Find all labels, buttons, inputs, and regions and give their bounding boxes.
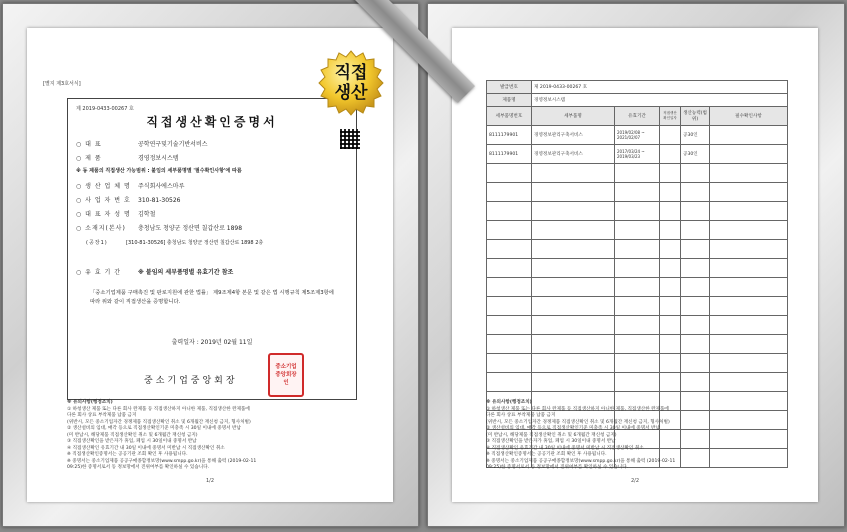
table-cell-empty — [710, 316, 788, 335]
table-cell: 2019/02/08 ~ 2021/02/07 — [615, 126, 660, 145]
table-cell-empty — [487, 316, 532, 335]
table-cell: 8111179901 — [487, 126, 532, 145]
table-row-empty — [487, 202, 788, 221]
table-cell-empty — [660, 202, 681, 221]
certificate-page-2 — [452, 28, 818, 502]
table-head-value: 제 2019-0433-00267 호 — [532, 81, 788, 94]
note-line: ③ 직접생산확인을 받은자가 휴업, 폐업 시 30일이내 중명서 반납 — [67, 439, 197, 444]
table-cell: 공30인 — [681, 126, 710, 145]
table-cell: 공30인 — [681, 145, 710, 164]
table-cell-empty — [681, 202, 710, 221]
certificate-number: 제 2019-0433-00267 호 — [76, 106, 134, 112]
table-cell-empty — [532, 259, 615, 278]
row-category: ○ 대 표 공학연구및기술기반서비스 — [76, 141, 208, 148]
table-head-label: 발급번호 — [487, 81, 532, 94]
right-frame — [427, 3, 845, 527]
issue-date: 출력일자 : 2019년 02월 11일 — [171, 339, 253, 346]
table-cell-empty — [532, 335, 615, 354]
note-line: 09:25)한 증명서로서 동 정보망에서 진위여부를 확인하실 수 있습니다. — [486, 465, 629, 470]
table-cell-empty — [660, 183, 681, 202]
table-cell-empty — [660, 316, 681, 335]
table-cell-empty — [615, 354, 660, 373]
table-cell-empty — [681, 335, 710, 354]
table-cell-empty — [532, 278, 615, 297]
table-cell-empty — [681, 354, 710, 373]
table-cell-empty — [487, 221, 532, 240]
table-cell-empty — [532, 240, 615, 259]
note-line: ※ 유의사항(행정조치) — [486, 400, 532, 405]
table-cell-empty — [615, 202, 660, 221]
note-line: (위반시, 모든 중소기업자간 경쟁제품 직접생산확인 취소 및 6개월간 재신청 금지, 형사처벌) — [486, 419, 670, 425]
table-row — [487, 81, 788, 94]
table-cell-empty — [532, 183, 615, 202]
table-row-empty — [487, 221, 788, 240]
table-cell-empty — [487, 164, 532, 183]
table-cell-empty — [660, 164, 681, 183]
table-cell-empty — [615, 221, 660, 240]
table-cell — [660, 145, 681, 164]
note-line: 다른 회사 상표 부착제품 납품 금지 — [486, 413, 556, 418]
legal-statement: 「중소기업제품 구매촉진 및 판로지원에 관한 법률」 제9조제4항 본문 및 같은 법 시행규칙 제5조제3항에 따라 위와 같이 직접생산을 증명합니다. — [90, 290, 334, 305]
table-row-empty — [487, 373, 788, 392]
table-row-empty — [487, 297, 788, 316]
note-line: ④ 직접생산확인 유효기간 내 30일 이내에 중명서 미반납 시 직접생산확인 취소 — [67, 445, 225, 451]
column-header: 생산능력(범위) — [681, 107, 710, 126]
table-cell-empty — [487, 297, 532, 316]
official-seal — [268, 353, 304, 397]
table-row-empty — [487, 278, 788, 297]
certificate-title: 직접생산확인증명서 — [146, 115, 278, 129]
issuer-name: 중소기업중앙회장 — [144, 376, 238, 386]
table-cell-empty — [660, 354, 681, 373]
table-row — [487, 94, 788, 107]
table-head-label: 제품명 — [487, 94, 532, 107]
table-cell-empty — [487, 278, 532, 297]
table-cell-empty — [487, 335, 532, 354]
table-cell-empty — [615, 240, 660, 259]
table-cell-empty — [710, 354, 788, 373]
badge-label — [335, 63, 368, 103]
form-number: [별지 제3호서식] — [43, 81, 81, 87]
table-cell-empty — [681, 221, 710, 240]
table-cell-empty — [615, 278, 660, 297]
note-line: ② 생산설비의 임대, 매각 등으로 직접생산확인기준 미충족 시 30일 이내에 중명서 반납 — [486, 426, 660, 431]
note-line: (미 반납시, 해당제품 직접생산확인 취소 및 6개월간 재신청 금지) — [67, 432, 198, 438]
note-line: (미 반납시, 해당제품 직접생산확인 취소 및 6개월간 재신청 금지) — [486, 432, 617, 438]
table-row-empty — [487, 316, 788, 335]
table-cell — [710, 145, 788, 164]
row-business-number: ○ 사 업 자 번 호 310-81-30526 — [76, 197, 181, 204]
table-cell-empty — [487, 354, 532, 373]
table-cell-empty — [615, 316, 660, 335]
table-cell-empty — [710, 164, 788, 183]
column-header: 필수확인사항 — [710, 107, 788, 126]
table-cell-empty — [615, 297, 660, 316]
table-cell-empty — [615, 164, 660, 183]
notes-block — [486, 400, 776, 472]
row-company: ○ 생 산 업 체 명 주식회사에스마루 — [76, 183, 185, 190]
row-product: ○ 제 품 경영정보시스템 — [76, 155, 179, 162]
table-cell-empty — [487, 183, 532, 202]
table-cell-empty — [710, 202, 788, 221]
table-cell-empty — [532, 164, 615, 183]
table-cell-empty — [660, 221, 681, 240]
table-cell-empty — [710, 373, 788, 392]
table-cell: 2017/03/24 ~ 2019/03/23 — [615, 145, 660, 164]
note-line: ① 하청생산 제품 또는 다른 회사 완제품 등 직접생산하지 아니한 제품, 직접생산한 완제품에 — [486, 406, 669, 412]
certificate-box — [67, 98, 357, 400]
row-address-hq: ○ 소재지(본사) 충청남도 청양군 정산면 칠갑산로 1898 — [76, 225, 243, 232]
table-row — [487, 126, 788, 145]
table-cell — [660, 126, 681, 145]
note-line: ※ 직접생산확인증명서는 공공기관 조회 확인 후 사용됩니다. — [486, 452, 607, 457]
seal-text: 중소기업중앙회장인 — [275, 364, 297, 386]
table-cell-empty — [681, 278, 710, 297]
table-cell-empty — [681, 259, 710, 278]
table-cell-empty — [660, 278, 681, 297]
table-cell-empty — [660, 259, 681, 278]
table-cell: 경영정보관리구축서비스 — [532, 145, 615, 164]
table-cell-empty — [660, 297, 681, 316]
table-cell-empty — [681, 164, 710, 183]
table-cell-empty — [532, 373, 615, 392]
table-cell-empty — [710, 335, 788, 354]
table-cell-empty — [710, 278, 788, 297]
table-cell-empty — [710, 240, 788, 259]
page-number: 2/2 — [630, 478, 640, 484]
note-line: (위반시, 모든 중소기업자간 경쟁제품 직접생산확인 취소 및 6개월간 재신청 금지, 형사처벌) — [67, 419, 251, 425]
table-cell-empty — [681, 373, 710, 392]
note-line: ※ 유의사항(행정조치) — [67, 400, 113, 405]
table-head-value: 경영정보시스템 — [532, 94, 788, 107]
table-cell-empty — [532, 297, 615, 316]
table-cell-empty — [532, 221, 615, 240]
table-cell-empty — [487, 240, 532, 259]
page-number: 1/2 — [205, 478, 215, 484]
column-header: 유효기간 — [615, 107, 660, 126]
note-line: ① 하청생산 제품 또는 다른 회사 완제품 등 직접생산하지 아니한 제품, 직접생산한 완제품에 — [67, 406, 250, 412]
table-row-empty — [487, 183, 788, 202]
table-cell-empty — [710, 259, 788, 278]
table-cell-empty — [487, 202, 532, 221]
note-line: ④ 직접생산확인 유효기간 내 30일 이내에 중명서 미반납 시 직접생산확인 취소 — [486, 445, 644, 451]
table-cell-empty — [710, 297, 788, 316]
note-line: ③ 직접생산확인을 받은자가 휴업, 폐업 시 30일이내 중명서 반납 — [486, 439, 616, 444]
table-row-empty — [487, 259, 788, 278]
table-cell-empty — [660, 373, 681, 392]
table-cell: 경영정보관리구축서비스 — [532, 126, 615, 145]
column-header: 직접생산확인일자 — [660, 107, 681, 126]
table-cell-empty — [532, 354, 615, 373]
notes-block — [67, 400, 357, 472]
table-cell-empty — [681, 297, 710, 316]
note-line: ② 생산설비의 임대, 매각 등으로 직접생산확인기준 미충족 시 30일 이내에 중명서 반납 — [67, 426, 241, 431]
table-row-empty — [487, 164, 788, 183]
table-row-empty — [487, 354, 788, 373]
badge-line-1: 직접 — [334, 63, 368, 83]
direct-production-badge — [318, 50, 384, 116]
note-line: ※ 직접생산확인증명서는 공공기관 조회 확인 후 사용됩니다. — [67, 452, 188, 457]
row-address-factory: (공장1) [310-81-30526] 충청남도 청양군 정산면 칠갑산로 1898 2층 — [86, 240, 264, 246]
table-cell-empty — [660, 240, 681, 259]
table-header-row — [487, 107, 788, 126]
table-row — [487, 145, 788, 164]
table-cell-empty — [710, 183, 788, 202]
table-cell-empty — [681, 316, 710, 335]
badge-line-2: 생산 — [334, 83, 368, 103]
note-line: 다른 회사 상표 부착제품 납품 금지 — [67, 413, 137, 418]
table-cell-empty — [710, 221, 788, 240]
row-representative: ○ 대 표 자 성 명 김학철 — [76, 211, 156, 218]
table-cell: 8111179901 — [487, 145, 532, 164]
column-header: 세부품명 — [532, 107, 615, 126]
row-validity: ○ 유 효 기 간 ※ 붙임의 세부품명별 유효기간 참조 — [76, 269, 234, 276]
table-cell-empty — [681, 240, 710, 259]
table-cell-empty — [660, 335, 681, 354]
table-cell-empty — [532, 202, 615, 221]
table-row-empty — [487, 240, 788, 259]
table-cell-empty — [615, 183, 660, 202]
table-row-empty — [487, 335, 788, 354]
qr-code-icon — [340, 129, 360, 149]
row-scope-note: ※ 동 제품의 직접생산 가능범위 : 붙임의 세부품명별 '필수확인사항'에 따름 — [76, 168, 242, 174]
table-cell-empty — [487, 373, 532, 392]
note-line: ※ 중명서는 중소기업제품 공공구매종합정보망(www.smpp.go.kr)을 통해 출력 (2019-02-11 — [67, 458, 257, 464]
table-cell-empty — [615, 335, 660, 354]
note-line: 09:25)한 증명서로서 동 정보망에서 진위여부를 확인하실 수 있습니다. — [67, 465, 210, 470]
note-line: ※ 중명서는 중소기업제품 공공구매종합정보망(www.smpp.go.kr)을 통해 출력 (2019-02-11 — [486, 458, 676, 464]
table-cell-empty — [615, 259, 660, 278]
table-cell-empty — [681, 183, 710, 202]
table-cell — [710, 126, 788, 145]
table-cell-empty — [487, 259, 532, 278]
column-header: 세부품명번호 — [487, 107, 532, 126]
table-cell-empty — [532, 316, 615, 335]
table-cell-empty — [615, 373, 660, 392]
